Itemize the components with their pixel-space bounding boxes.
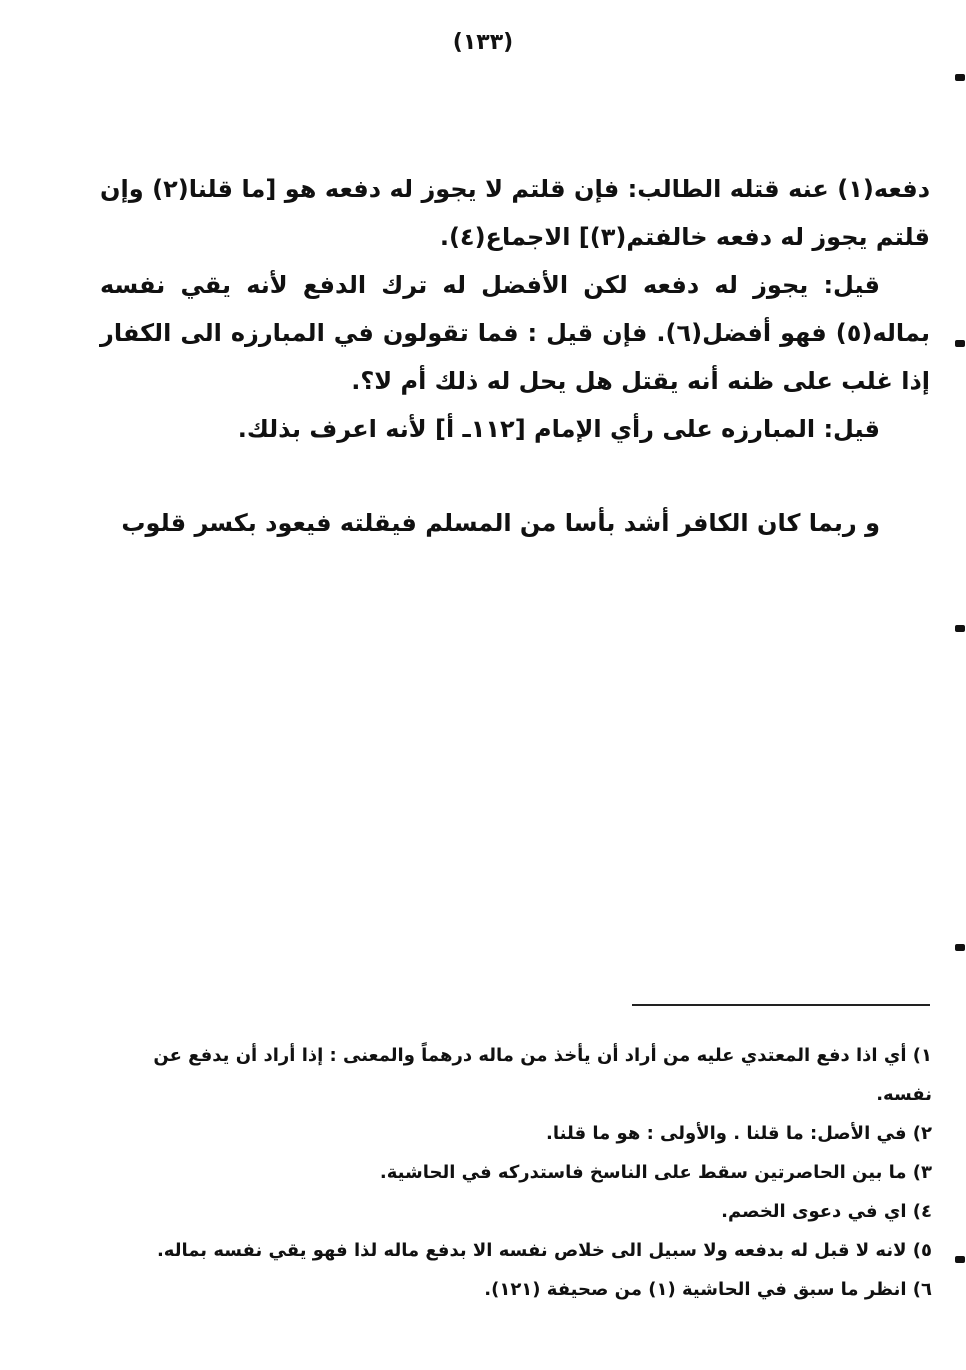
main-text-block: [100, 165, 930, 547]
margin-mark: [955, 1256, 965, 1263]
margin-mark: [955, 944, 965, 951]
footnote-separator: [632, 1004, 930, 1006]
footnote-4: ٤) اي في دعوى الخصم.: [721, 1201, 932, 1222]
margin-mark: [955, 340, 965, 347]
paragraph-2: قيل: يجوز له دفعه لكن الأفضل له ترك الدفع لأنه يقي نفسه بماله(٥) فهو أفضل(٦). فإن قيل : فما تقولون في المبارزه الى الكفار إذا غلب على ظنه أنه يقتل هل يحل له ذلك أم لا؟.: [100, 271, 931, 395]
margin-mark: [955, 625, 965, 632]
footnote-1: ١) أي اذا دفع المعتدي عليه من أراد أن يأخذ من ماله درهماً والمعنى : إذا أراد أن يدفع عن نفسه.: [153, 1045, 932, 1105]
footnote-2: ٢) في الأصل: ما قلنا . والأولى : هو ما قلنا.: [546, 1123, 932, 1144]
footnote-3: ٣) ما بين الحاصرتين سقط على الناسخ فاستدركه في الحاشية.: [379, 1162, 932, 1183]
paragraph-1: دفعه(١) عنه قتله الطالب: فإن قلتم لا يجوز له دفعه هو [ما قلنا(٢) وإن قلتم يجوز له دفعه خالفتم(٣)] الاجماع(٤).: [100, 175, 931, 251]
footnote-5: ٥) لانه لا قبل له بدفعه ولا سبيل الى خلاص نفسه الا بدفع ماله لذا فهو يقي نفسه بماله.: [156, 1240, 932, 1261]
footnote-6: ٦) انظر ما سبق في الحاشية (١) من صحيفة (١٢١).: [484, 1279, 932, 1300]
paragraph-3: قيل: المبارزه على رأي الإمام [١١٢ـ أ] لأنه اعرف بذلك.: [237, 415, 880, 443]
paragraph-4: و ربما كان الكافر أشد بأسا من المسلم فيقلته فيعود بكسر قلوب: [121, 509, 880, 537]
page-number: (١٣٣): [452, 30, 514, 55]
margin-mark: [955, 74, 965, 81]
footnotes-block: [110, 1036, 932, 1309]
